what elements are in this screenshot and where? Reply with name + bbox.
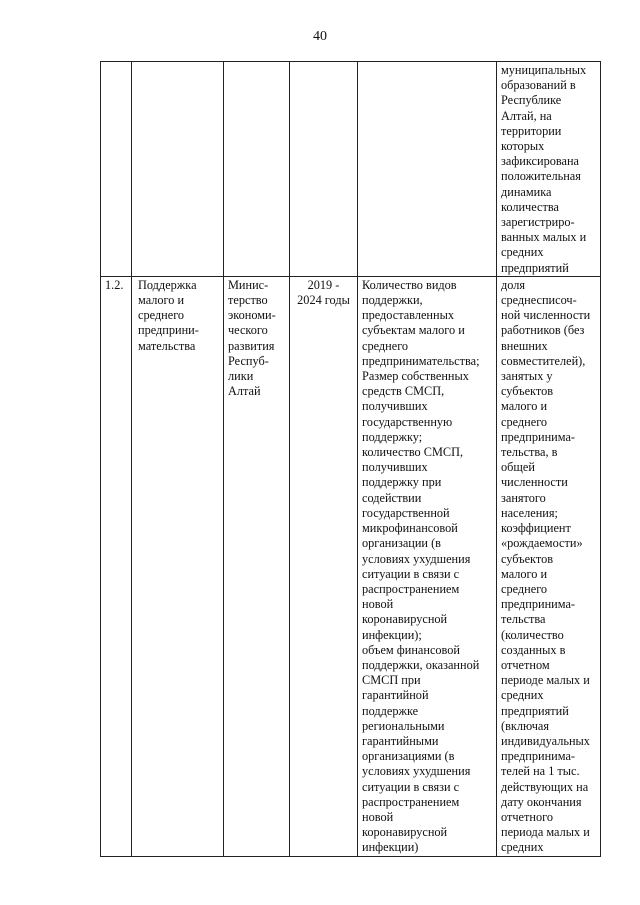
cell-term: 2019 - 2024 годы: [290, 276, 358, 856]
cell-indicators: Количество видов поддержки, предоставленных субъектам малого и среднего предпринимательства; Размер собственных средств СМСП, получивших государственную поддержку; количество СМСП, получивших поддержку при содействии государственной микрофинансовой организации (в условиях ухудшения ситуации в связи с распространением новой коронавирусной инфекции); объем финансовой поддержки, оказанной СМСП при гарантийной поддержке региональными гарантийными организациями (в условиях ухудшения ситуации в связи с распространением новой коронавирусной инфекции): [358, 276, 497, 856]
table-row-1-2: [101, 276, 601, 856]
cell-number: [101, 62, 132, 277]
page-number: 40: [313, 29, 327, 44]
cell-measure-name: Поддержка малого и среднего предприни- мательства: [132, 276, 224, 856]
cell-number: 1.2.: [101, 276, 132, 856]
cell-term: [290, 62, 358, 277]
cell-executor: Минис- терство экономи- ческого развития Респуб- лики Алтай: [224, 276, 290, 856]
cell-executor: [224, 62, 290, 277]
cell-measure-name: [132, 62, 224, 277]
cell-target-indicators: доля среднесписоч- ной численности работников (без внешних совместителей), занятых у субъектов малого и среднего предпринима- тельства, в общей численности занятого населения; коэффициент «рождаемости» субъектов малого и среднего предпринима- тельства (количество созданных в отчетном периоде малых и средних предприятий (включая индивидуальных предпринима- телей на 1 тыс. действующих на дату окончания отчетного периода малых и средних: [497, 276, 601, 856]
cell-indicators: [358, 62, 497, 277]
table-row-continued: [101, 62, 601, 277]
cell-target-indicators: муниципальных образований в Республике Алтай, на территории которых зафиксирована положительная динамика количества зарегистриро- ванных малых и средних предприятий: [497, 62, 601, 277]
measures-table: [100, 61, 601, 857]
